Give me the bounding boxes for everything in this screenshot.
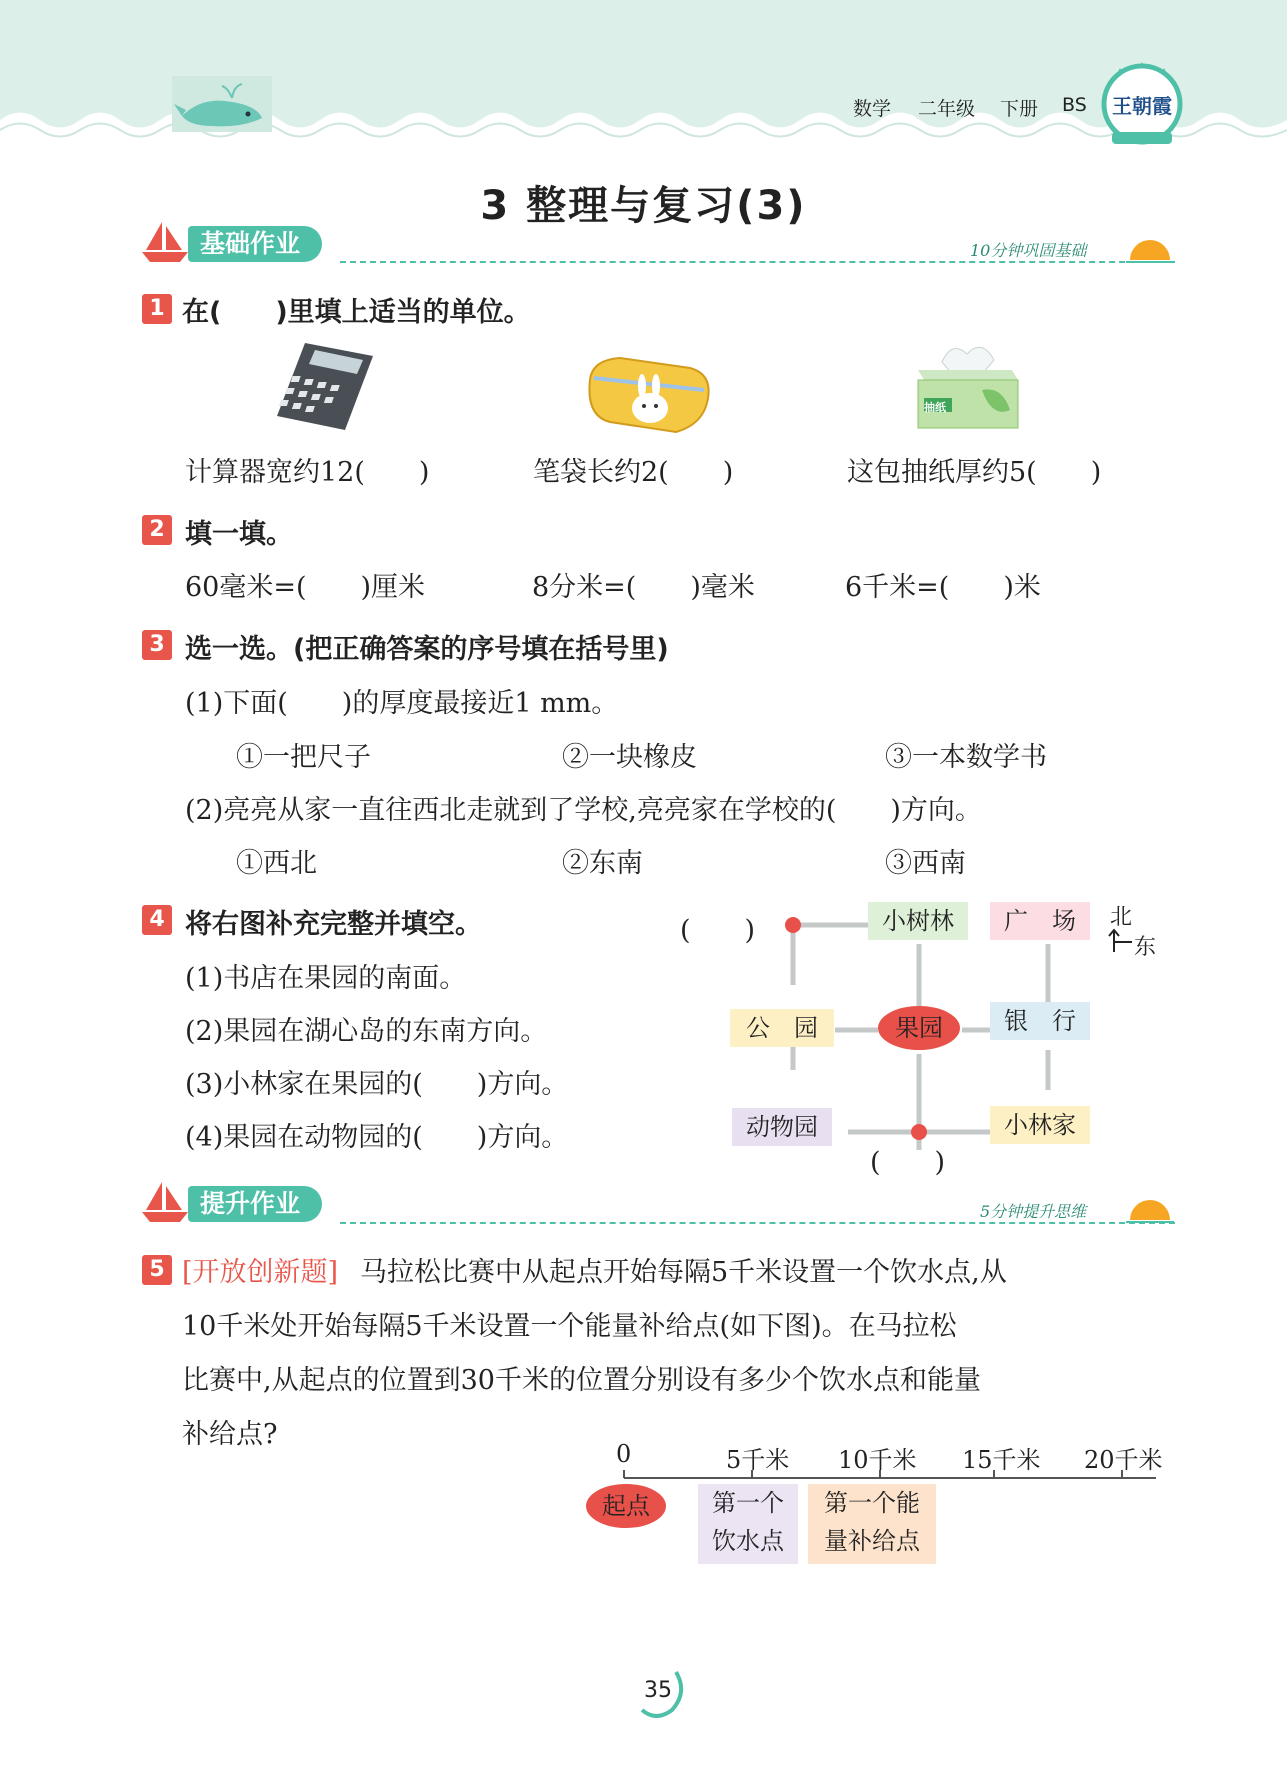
q5-text-1: 马拉松比赛中从起点开始每隔5千米设置一个饮水点,从 xyxy=(360,1257,1007,1288)
question-number-2: 2 xyxy=(142,515,172,545)
section-basic-divider xyxy=(340,261,1175,263)
q3-sub2-option-3: ③西南 xyxy=(885,848,966,879)
header-edition: BS xyxy=(1062,94,1087,116)
q3-sub1-option-3: ③一本数学书 xyxy=(885,742,1047,773)
timeline-energy-line-2: 量补给点 xyxy=(824,1527,920,1555)
compass-north-label: 北 xyxy=(1110,905,1133,930)
q4-line-1: (1)书店在果园的南面。 xyxy=(185,963,467,994)
section-advanced-label: 提升作业 xyxy=(188,1186,322,1222)
map-place-bank: 银 行 xyxy=(990,1002,1090,1040)
timeline-energy-box xyxy=(808,1484,936,1564)
sailboat-icon xyxy=(140,218,190,264)
page-title: 3 整理与复习(3) xyxy=(480,183,807,229)
q5-text-3: 比赛中,从起点的位置到30千米的位置分别设有多少个饮水点和能量 xyxy=(182,1365,981,1396)
map-place-park: 公 园 xyxy=(730,1009,834,1047)
timeline-start: 起点 xyxy=(586,1484,666,1528)
map-place-zoo: 动物园 xyxy=(732,1108,832,1146)
page-number: 35 xyxy=(644,1678,672,1703)
q4-line-2: (2)果园在湖心岛的东南方向。 xyxy=(185,1016,548,1047)
section-advanced-note: 5分钟提升思维 xyxy=(980,1202,1087,1221)
q2-item-3: 6千米=( )米 xyxy=(845,572,1041,603)
map-blank-top: ( ) xyxy=(680,915,756,946)
q4-line-4: (4)果园在动物园的( )方向。 xyxy=(185,1122,569,1153)
compass-arrow-icon xyxy=(1106,926,1134,954)
question-3-title: 选一选。(把正确答案的序号填在括号里) xyxy=(185,634,669,665)
sailboat-icon xyxy=(140,1178,190,1224)
q2-item-1: 60毫米=( )厘米 xyxy=(185,572,426,603)
map-place-xiaolin-home: 小林家 xyxy=(990,1106,1090,1144)
brand-name: 王朝霞 xyxy=(1112,94,1172,118)
sun-icon xyxy=(1124,232,1176,266)
question-number-3: 3 xyxy=(142,630,172,660)
map-place-orchard: 果园 xyxy=(878,1006,960,1050)
section-basic-note: 10分钟巩固基础 xyxy=(970,241,1087,260)
q3-sub2-option-2: ②东南 xyxy=(562,848,643,879)
timeline-water-box xyxy=(698,1484,798,1564)
timeline-energy-line-1: 第一个能 xyxy=(824,1489,920,1517)
whale-icon xyxy=(172,76,272,132)
brand-badge xyxy=(1100,58,1184,150)
header-subject: 数学 xyxy=(853,98,892,120)
q3-sub1: (1)下面( )的厚度最接近1 mm。 xyxy=(185,688,619,719)
question-2-title: 填一填。 xyxy=(185,519,293,550)
q3-sub1-option-1: ①一把尺子 xyxy=(236,742,371,773)
header-grade: 二年级 xyxy=(918,98,976,120)
tissue-label: 抽纸 xyxy=(924,401,946,414)
section-advanced-divider xyxy=(340,1222,1175,1224)
question-number-4: 4 xyxy=(142,905,172,935)
question-number-5: 5 xyxy=(142,1255,172,1285)
q3-sub2: (2)亮亮从家一直往西北走就到了学校,亮亮家在学校的( )方向。 xyxy=(185,795,982,826)
timeline-water-line-1: 第一个 xyxy=(712,1489,784,1517)
question-1-title: 在( )里填上适当的单位。 xyxy=(182,297,531,328)
q3-sub1-option-2: ②一块橡皮 xyxy=(562,742,697,773)
map-place-square: 广 场 xyxy=(990,902,1090,940)
question-number-1: 1 xyxy=(142,294,172,324)
q3-sub2-option-1: ①西北 xyxy=(236,848,317,879)
q4-line-3: (3)小林家在果园的( )方向。 xyxy=(185,1069,569,1100)
pencil-case-icon xyxy=(580,350,715,440)
timeline-tick-0: 0 xyxy=(616,1440,632,1468)
timeline-tick-5: 5千米 xyxy=(726,1446,790,1474)
q5-text-2: 10千米处开始每隔5千米设置一个能量补给点(如下图)。在马拉松 xyxy=(182,1311,957,1342)
q1-item-1: 计算器宽约12( ) xyxy=(185,457,430,488)
q5-tag: [开放创新题] xyxy=(182,1257,339,1288)
calculator-icon xyxy=(275,338,375,438)
timeline-tick-15: 15千米 xyxy=(962,1446,1041,1474)
tissue-box-icon xyxy=(912,340,1022,435)
q1-item-2: 笔袋长约2( ) xyxy=(533,457,734,488)
timeline-tick-10: 10千米 xyxy=(838,1446,917,1474)
section-basic-label: 基础作业 xyxy=(188,226,322,262)
header-volume: 下册 xyxy=(1000,98,1039,120)
sun-icon xyxy=(1124,1192,1176,1226)
timeline-water-line-2: 饮水点 xyxy=(712,1527,784,1555)
question-4-title: 将右图补充完整并填空。 xyxy=(185,909,482,940)
timeline-tick-20: 20千米 xyxy=(1084,1446,1163,1474)
q5-text-4: 补给点? xyxy=(182,1419,278,1450)
map-blank-bottom: ( ) xyxy=(870,1147,946,1178)
q1-item-3: 这包抽纸厚约5( ) xyxy=(847,457,1102,488)
compass-east-label: 东 xyxy=(1134,935,1157,960)
q2-item-2: 8分米=( )毫米 xyxy=(532,572,755,603)
map-place-grove: 小树林 xyxy=(868,902,968,940)
